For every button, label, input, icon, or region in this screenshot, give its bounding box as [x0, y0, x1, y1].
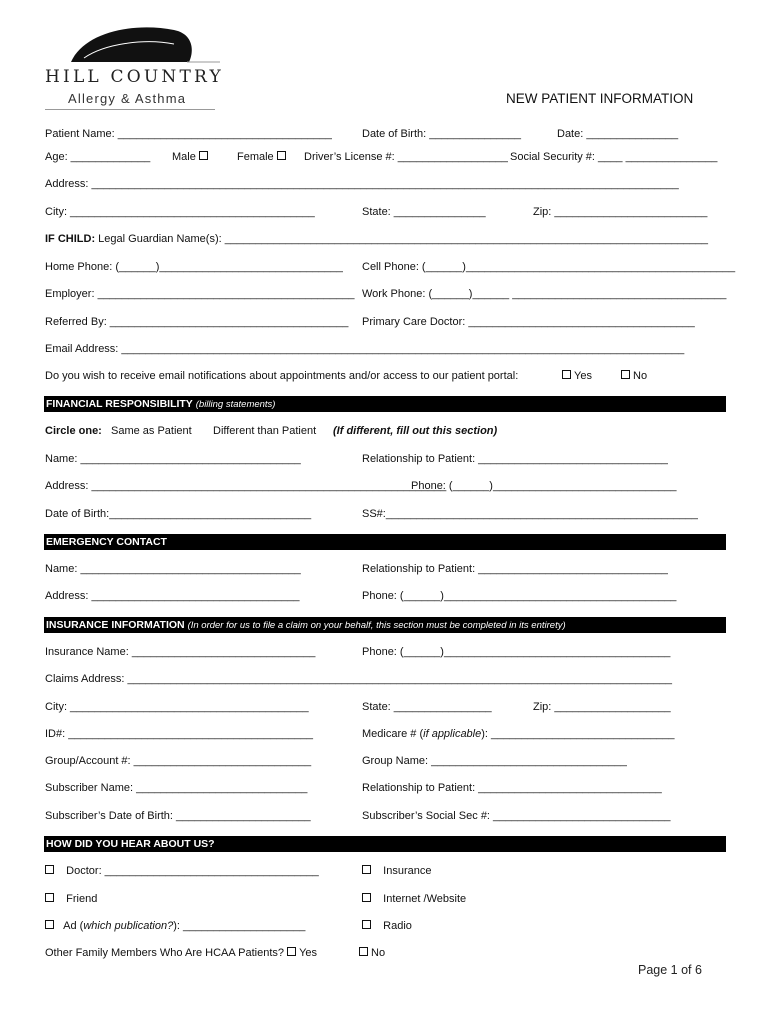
email-field[interactable]: Email Address: ____________________________________________________________________________________________: [45, 343, 685, 355]
radio-checkbox[interactable]: [362, 920, 371, 929]
hear-radio-option[interactable]: [362, 920, 412, 932]
internet-label: Internet /Website: [383, 893, 467, 905]
insurance-name-field[interactable]: Insurance Name: ______________________________: [45, 646, 316, 658]
hear-insurance-option[interactable]: [362, 865, 431, 877]
financial-subheading: (billing statements): [195, 399, 276, 410]
financial-relationship-field[interactable]: Relationship to Patient: _______________________________: [362, 453, 668, 465]
financial-ss-field[interactable]: SS#:___________________________________________________: [362, 508, 698, 520]
family-no-label: No: [371, 947, 386, 959]
doctor-checkbox[interactable]: [45, 865, 54, 874]
insurance-id-field[interactable]: ID#: ________________________________________: [45, 728, 313, 740]
doctor-label: Doctor: ___________________________________: [66, 865, 319, 877]
cell-phone-field[interactable]: Cell Phone: (______)____________________________________________: [362, 261, 736, 273]
financial-note: (If different, fill out this section): [333, 425, 498, 437]
claims-address-field[interactable]: Claims Address: _________________________________________________________________________________________: [45, 673, 672, 685]
family-label: Other Family Members Who Are HCAA Patients?: [45, 947, 285, 959]
divider: [45, 109, 215, 110]
hear-section-header: [44, 836, 726, 852]
subscriber-dob-field[interactable]: Subscriber’s Date of Birth: ______________________: [45, 810, 311, 822]
page-number: Page 1 of 6: [638, 963, 702, 977]
ad-note: which publication?: [83, 920, 174, 932]
no-label: No: [633, 370, 648, 382]
different-patient-option[interactable]: Different than Patient: [213, 425, 317, 437]
age-field[interactable]: Age: _____________: [45, 151, 151, 163]
subscriber-relationship-field[interactable]: Relationship to Patient: ______________________________: [362, 782, 662, 794]
female-checkbox[interactable]: [277, 151, 286, 160]
medicare-note: if applicable: [423, 728, 482, 740]
friend-label: Friend: [66, 893, 98, 905]
email-yes-checkbox[interactable]: [562, 370, 571, 379]
male-label: Male: [172, 151, 196, 163]
dob-field[interactable]: Date of Birth: _______________: [362, 128, 522, 140]
financial-address-field[interactable]: Address: __________________________________________________________: [45, 480, 447, 492]
brand-name: HILL COUNTRY: [45, 67, 224, 87]
financial-heading: FINANCIAL RESPONSIBILITY: [46, 398, 193, 410]
city-field[interactable]: City: ________________________________________: [45, 206, 315, 218]
zip-field[interactable]: Zip: _________________________: [533, 206, 708, 218]
hear-heading: HOW DID YOU HEAR ABOUT US?: [46, 838, 215, 850]
hear-friend-option[interactable]: [45, 893, 97, 905]
ad-label: Ad (: [63, 920, 84, 932]
friend-checkbox[interactable]: [45, 893, 54, 902]
subscriber-ss-field[interactable]: Subscriber’s Social Sec #: _____________________________: [362, 810, 671, 822]
yes-label: Yes: [574, 370, 592, 382]
group-account-field[interactable]: Group/Account #: _____________________________: [45, 755, 312, 767]
financial-section-header: [44, 396, 726, 412]
guardian-label: Legal Guardian Name(s): _______________________________________________________________________________: [98, 233, 709, 245]
insurance-checkbox[interactable]: [362, 865, 371, 874]
insurance-city-field[interactable]: City: _______________________________________: [45, 701, 309, 713]
hear-internet-option[interactable]: [362, 893, 466, 905]
guardian-field[interactable]: [45, 233, 708, 245]
medicare-field[interactable]: [362, 728, 675, 740]
circle-one-row: [45, 425, 102, 437]
email-yes-option[interactable]: [562, 370, 592, 382]
financial-dob-field[interactable]: Date of Birth:_________________________________: [45, 508, 312, 520]
insurance-heading: INSURANCE INFORMATION: [46, 619, 185, 631]
female-label: Female: [237, 151, 274, 163]
family-yes-checkbox[interactable]: [287, 947, 296, 956]
date-field[interactable]: Date: _______________: [557, 128, 679, 140]
internet-checkbox[interactable]: [362, 893, 371, 902]
group-name-field[interactable]: Group Name: ________________________________: [362, 755, 627, 767]
family-no-checkbox[interactable]: [359, 947, 368, 956]
emergency-section-header: [44, 534, 726, 550]
male-option[interactable]: [172, 151, 211, 163]
home-phone-field[interactable]: Home Phone: (______)______________________________: [45, 261, 343, 273]
patient-name-field[interactable]: Patient Name: ___________________________________: [45, 128, 332, 140]
hear-doctor-option[interactable]: [45, 865, 319, 877]
ad-checkbox[interactable]: [45, 920, 54, 929]
email-question: Do you wish to receive email notifications about appointments and/or access to our patient portal:: [45, 370, 519, 382]
insurance-zip-field[interactable]: Zip: ___________________: [533, 701, 671, 713]
female-option[interactable]: [237, 151, 289, 163]
if-child-label: IF CHILD:: [45, 233, 96, 245]
medicare-blank: ): ______________________________: [481, 728, 675, 740]
emergency-phone-field[interactable]: Phone: (______)______________________________________: [362, 590, 677, 602]
brand-subtitle: Allergy & Asthma: [68, 91, 187, 106]
ssn-field[interactable]: Social Security #: ____ _______________: [510, 151, 718, 163]
email-no-option[interactable]: [621, 370, 647, 382]
financial-name-field[interactable]: Name: ____________________________________: [45, 453, 301, 465]
radio-label: Radio: [383, 920, 412, 932]
license-field[interactable]: Driver’s License #: __________________: [304, 151, 508, 163]
emergency-name-field[interactable]: Name: ____________________________________: [45, 563, 301, 575]
referred-by-field[interactable]: Referred By: _______________________________________: [45, 316, 349, 328]
financial-phone-field[interactable]: Phone: (______)______________________________: [411, 480, 677, 492]
same-as-patient-option[interactable]: Same as Patient: [111, 425, 192, 437]
circle-one-label: Circle one:: [45, 425, 102, 437]
employer-field[interactable]: Employer: __________________________________________: [45, 288, 355, 300]
document-title: NEW PATIENT INFORMATION: [506, 91, 694, 106]
insurance-label: Insurance: [383, 865, 432, 877]
emergency-relationship-field[interactable]: Relationship to Patient: _______________________________: [362, 563, 668, 575]
insurance-phone-field[interactable]: Phone: (______)_____________________________________: [362, 646, 671, 658]
family-no-option[interactable]: [359, 947, 385, 959]
family-yes-label: Yes: [299, 947, 318, 959]
email-no-checkbox[interactable]: [621, 370, 630, 379]
emergency-address-field[interactable]: Address: __________________________________: [45, 590, 300, 602]
state-field[interactable]: State: _______________: [362, 206, 486, 218]
subscriber-name-field[interactable]: Subscriber Name: ____________________________: [45, 782, 308, 794]
pcp-field[interactable]: Primary Care Doctor: _____________________________________: [362, 316, 695, 328]
insurance-state-field[interactable]: State: ________________: [362, 701, 492, 713]
male-checkbox[interactable]: [199, 151, 208, 160]
medicare-label: Medicare # (: [362, 728, 424, 740]
emergency-heading: EMERGENCY CONTACT: [46, 536, 167, 548]
address-field[interactable]: Address: ________________________________________________________________________________________________: [45, 178, 679, 190]
insurance-subheading: (In order for us to file a claim on your behalf, this section must be completed in its entirety): [187, 620, 566, 631]
family-question: [45, 947, 317, 959]
work-phone-field[interactable]: Work Phone: (______)______ ___________________________________: [362, 288, 727, 300]
hear-ad-option[interactable]: [45, 920, 305, 932]
ad-blank: ): ____________________: [173, 920, 306, 932]
insurance-section-header: [44, 617, 726, 633]
